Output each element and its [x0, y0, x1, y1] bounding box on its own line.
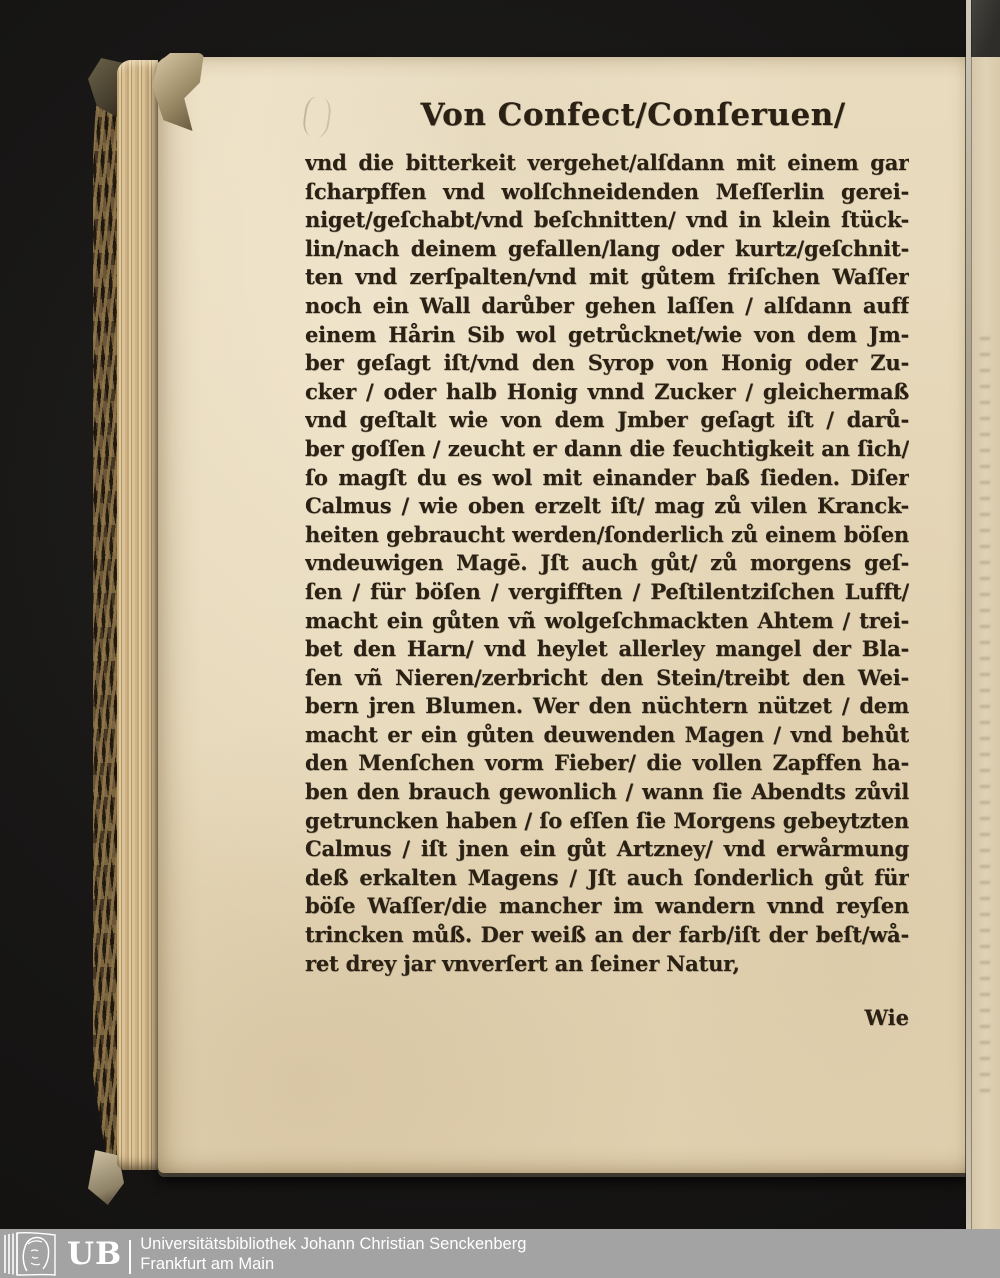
body-text [305, 149, 909, 978]
text-line: trincken můß. Der weiß an der farb/iſt der beſt/wå- [305, 922, 909, 948]
text-line: Calmus / wie oben erzelt iſt/ mag zů vilen Kranck- [305, 493, 909, 519]
text-line: noch ein Wall darůber gehen laſſen / alſdann auff [305, 292, 909, 318]
book-spines-goethe-portrait-icon [0, 1231, 65, 1277]
library-city: Frankfurt am Main [140, 1254, 275, 1273]
text-line: ten vnd zerſpalten/vnd mit gůtem friſchen Waſſer [305, 264, 909, 290]
text-line: den Menſchen vorm Fieber/ die vollen Zapffen ha- [305, 750, 909, 776]
page-edge-stack [117, 60, 158, 1170]
text-line: vnd die bitterkeit vergehet/alſdann mit einem gar [305, 150, 909, 175]
torn-corner [152, 53, 204, 131]
next-page-sliver [971, 57, 1000, 1229]
page-seam [966, 0, 971, 1229]
text-line: vndeuwigen Magē. Jſt auch gůt/ zů morgens geſ- [305, 550, 909, 576]
text-line: böſe Waſſer/die mancher im wandern vnnd reyſen [305, 893, 909, 919]
text-line: macht er ein gůten deuwenden Magen / vnd behůt [305, 721, 909, 747]
text-line: deß erkalten Magens / Jſt auch ſonderlich gůt für [305, 864, 909, 890]
book-spine-marbled-edge [93, 70, 119, 1163]
book-page [158, 57, 970, 1173]
ub-logo-text: UB [67, 1235, 123, 1272]
text-line: bern jren Blumen. Wer den nüchtern nützet / dem [305, 693, 909, 719]
text-line: ſo magſt du es wol mit einander baß ſieden. Diſer [305, 464, 909, 490]
footer-separator [129, 1240, 131, 1274]
text-line: ben den brauch gewonlich / wann ſie Abendts zůvil [305, 779, 909, 805]
library-name: Universitätsbibliothek Johann Christian Senckenberg [140, 1234, 527, 1253]
text-line: vnd geſtalt wie von dem Jmber geſagt iſt / darů- [305, 407, 909, 433]
text-line: einem Hårin Sib wol getrůcknet/wie von dem Jm- [305, 321, 909, 347]
text-line: heiten gebraucht werden/ſonderlich zů einem böſen [305, 521, 909, 547]
catchword: Wie [864, 1005, 909, 1031]
text-line: cker / oder halb Honig vnnd Zucker / gleichermaß [305, 378, 909, 404]
text-line: ſcharpffen vnd wolſchneidenden Meſſerlin gerei- [305, 178, 909, 204]
text-line: getruncken haben / ſo eſſen ſie Morgens gebeytzten [305, 807, 909, 833]
text-line: Calmus / iſt jnen ein gůt Artzney/ vnd erwårmung [305, 836, 909, 862]
ub-logo [0, 1229, 122, 1278]
library-footer-bar [0, 1229, 1000, 1278]
text-line: ret drey jar vnverſert an ſeiner Natur, [305, 950, 740, 976]
text-line: ſen / für böſen / vergifften / Peſtilentziſchen Lufft/ [305, 578, 909, 604]
text-line: ber goſſen / zeucht er dann die feuchtigkeit an ſich/ [305, 435, 909, 461]
text-line: macht ein gůten vñ wolgeſchmackten Ahtem / trei- [305, 607, 909, 633]
text-line: bet den Harn/ vnd heylet allerley mangel der Bla- [305, 636, 909, 662]
page-text-block [305, 57, 909, 1032]
text-line: lin/nach deinem gefallen/lang oder kurtz/geſchnit- [305, 235, 909, 261]
text-line: ſen vñ Nieren/zerbricht den Stein/treibt den Wei- [305, 664, 909, 690]
library-name-block [140, 1234, 526, 1274]
page-holder-shadow [971, 0, 1000, 57]
page-heading: Von Confect/Conſeruen/ [420, 97, 846, 133]
text-line: niget/geſchabt/vnd beſchnitten/ vnd in klein ſtück- [305, 207, 909, 233]
text-line: ber geſagt iſt/vnd den Syrop von Honig oder Zu- [305, 350, 909, 376]
